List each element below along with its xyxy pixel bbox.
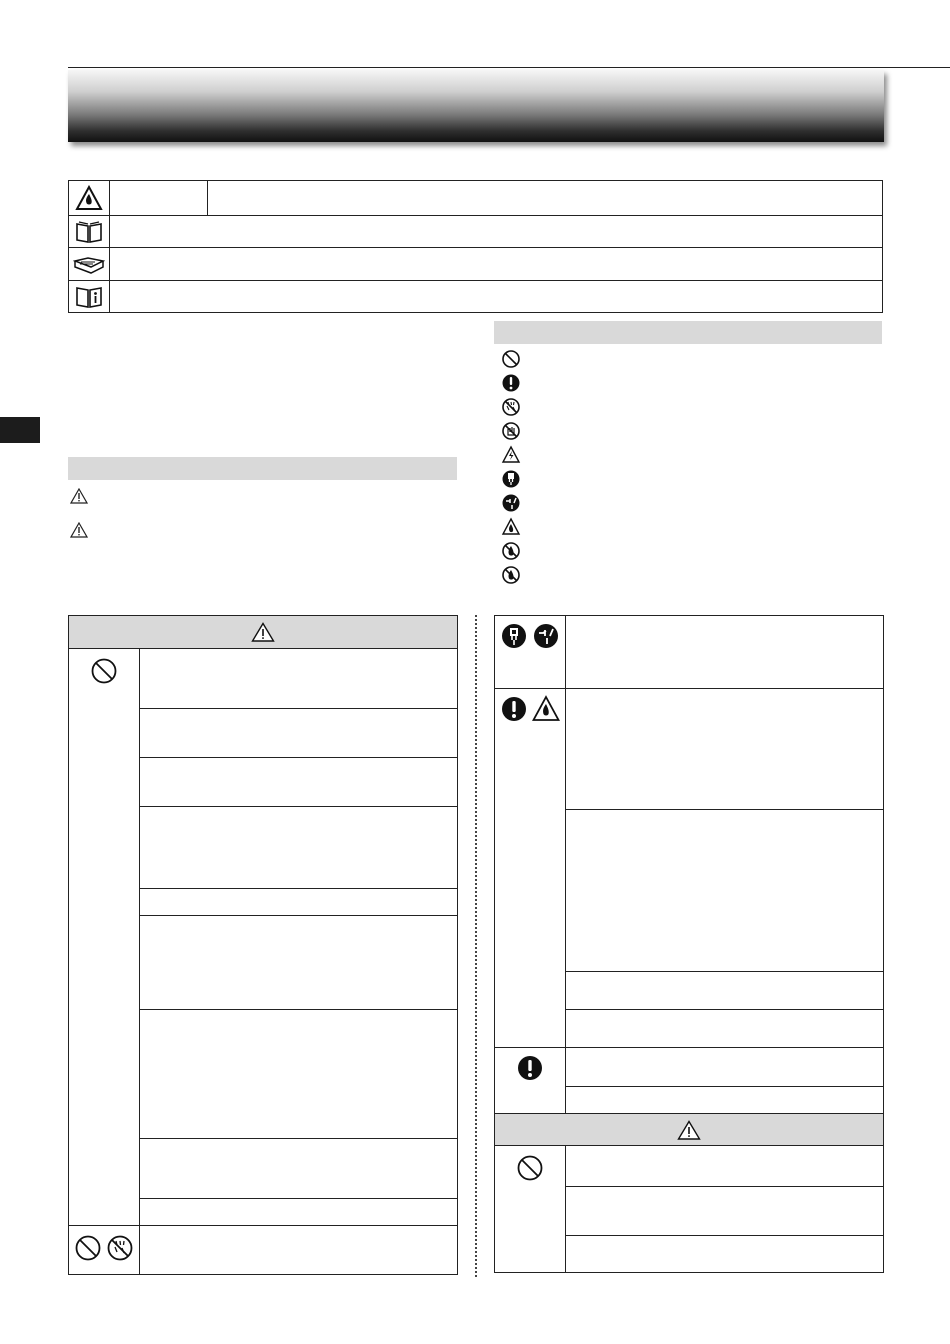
unplug-icon bbox=[500, 622, 528, 650]
warning-row bbox=[566, 616, 883, 688]
legend-row bbox=[69, 280, 882, 312]
warning-rows bbox=[140, 1226, 457, 1274]
warning-row bbox=[566, 971, 883, 1009]
warning-group bbox=[69, 648, 457, 1225]
warning-row bbox=[140, 757, 457, 806]
warning-row bbox=[566, 689, 883, 809]
caution-row bbox=[566, 1146, 883, 1186]
open-book-icon bbox=[69, 216, 110, 247]
disconnect-icon bbox=[532, 622, 560, 650]
prohibited-icon bbox=[500, 348, 522, 370]
warning-row bbox=[140, 1226, 457, 1274]
warning-group bbox=[495, 616, 883, 688]
warning-table-header bbox=[69, 616, 457, 648]
disconnect-icon bbox=[500, 492, 522, 514]
warning-triangle-icon bbox=[70, 522, 88, 538]
symbol-meaning-item bbox=[494, 515, 882, 539]
manual-read-icon bbox=[69, 248, 110, 280]
warning-row bbox=[140, 708, 457, 757]
signal-word-item bbox=[68, 484, 457, 508]
caution-row bbox=[566, 1186, 883, 1235]
warning-row bbox=[140, 806, 457, 888]
legend-name-cell bbox=[110, 181, 208, 215]
warning-row bbox=[140, 649, 457, 708]
manual-info-icon bbox=[69, 281, 110, 312]
flammable-icon bbox=[500, 516, 522, 538]
prohibited-icon bbox=[90, 657, 118, 685]
legend-text-cell bbox=[110, 216, 882, 247]
mandatory-icon bbox=[500, 695, 528, 723]
warning-triangle-icon bbox=[677, 1120, 701, 1140]
legend-text-cell bbox=[208, 181, 882, 215]
warning-triangle-icon bbox=[251, 622, 275, 642]
warning-row bbox=[140, 1198, 457, 1225]
warning-row bbox=[140, 888, 457, 915]
legend-text-cell bbox=[110, 281, 882, 312]
warning-table-right bbox=[494, 615, 884, 1273]
column-separator bbox=[475, 615, 477, 1277]
caution-group-icon-cell bbox=[495, 1146, 566, 1272]
warning-group-icon-cell bbox=[69, 1226, 140, 1274]
symbol-meaning-item bbox=[494, 419, 882, 443]
symbol-meaning-item bbox=[494, 443, 882, 467]
caution-row bbox=[566, 1235, 883, 1272]
legend-row bbox=[69, 215, 882, 247]
no-water-icon bbox=[106, 1234, 134, 1262]
warning-row bbox=[140, 1138, 457, 1198]
warning-group-icon-cell bbox=[495, 689, 566, 1047]
symbol-meaning-item bbox=[494, 491, 882, 515]
prohibited-icon bbox=[516, 1154, 544, 1182]
warning-group-icon-cell bbox=[69, 649, 140, 1225]
caution-rows bbox=[566, 1146, 883, 1272]
unplug-icon bbox=[500, 468, 522, 490]
legend-row bbox=[69, 247, 882, 280]
mandatory-icon bbox=[516, 1054, 544, 1082]
legend-text-cell bbox=[110, 248, 882, 280]
warning-group-icon-cell bbox=[495, 1048, 566, 1113]
signal-word-section bbox=[68, 457, 457, 542]
symbol-meaning-item bbox=[494, 347, 882, 371]
warning-row bbox=[566, 1086, 883, 1113]
warning-row bbox=[566, 1048, 883, 1086]
symbol-legend-table bbox=[68, 180, 883, 313]
warning-group bbox=[495, 688, 883, 1047]
warning-group bbox=[495, 1047, 883, 1113]
no-fire-icon bbox=[500, 540, 522, 562]
signal-word-heading bbox=[68, 457, 457, 480]
warning-row bbox=[140, 915, 457, 1009]
warning-row bbox=[140, 1009, 457, 1138]
warning-group-icon-cell bbox=[495, 616, 566, 688]
caution-group bbox=[495, 1145, 883, 1272]
top-rule bbox=[68, 67, 950, 68]
legend-row bbox=[69, 181, 882, 215]
electric-shock-icon bbox=[500, 444, 522, 466]
symbol-meaning-item bbox=[494, 563, 882, 587]
no-water-icon bbox=[500, 396, 522, 418]
symbol-meaning-list bbox=[494, 347, 882, 587]
mandatory-icon bbox=[500, 372, 522, 394]
flammable-icon bbox=[532, 695, 560, 723]
warning-row bbox=[566, 1009, 883, 1047]
warning-row bbox=[566, 809, 883, 971]
page-title-band bbox=[68, 70, 884, 142]
section-side-tab bbox=[0, 417, 40, 443]
warning-rows bbox=[140, 649, 457, 1225]
symbol-meaning-item bbox=[494, 395, 882, 419]
warning-rows bbox=[566, 1048, 883, 1113]
warning-table-left bbox=[68, 615, 458, 1275]
no-wet-hands-icon bbox=[500, 420, 522, 442]
signal-word-item bbox=[68, 518, 457, 542]
symbol-meaning-item bbox=[494, 539, 882, 563]
warning-group bbox=[69, 1225, 457, 1274]
symbol-meaning-heading bbox=[494, 321, 882, 344]
symbol-meaning-section bbox=[494, 321, 882, 587]
warning-rows bbox=[566, 616, 883, 688]
warning-rows bbox=[566, 689, 883, 1047]
prohibited-icon bbox=[74, 1234, 102, 1262]
flame-warning-icon bbox=[69, 181, 110, 215]
symbol-meaning-item bbox=[494, 371, 882, 395]
warning-triangle-icon bbox=[70, 488, 88, 504]
no-fire-icon bbox=[500, 564, 522, 586]
symbol-meaning-item bbox=[494, 467, 882, 491]
caution-table-header bbox=[495, 1113, 883, 1145]
